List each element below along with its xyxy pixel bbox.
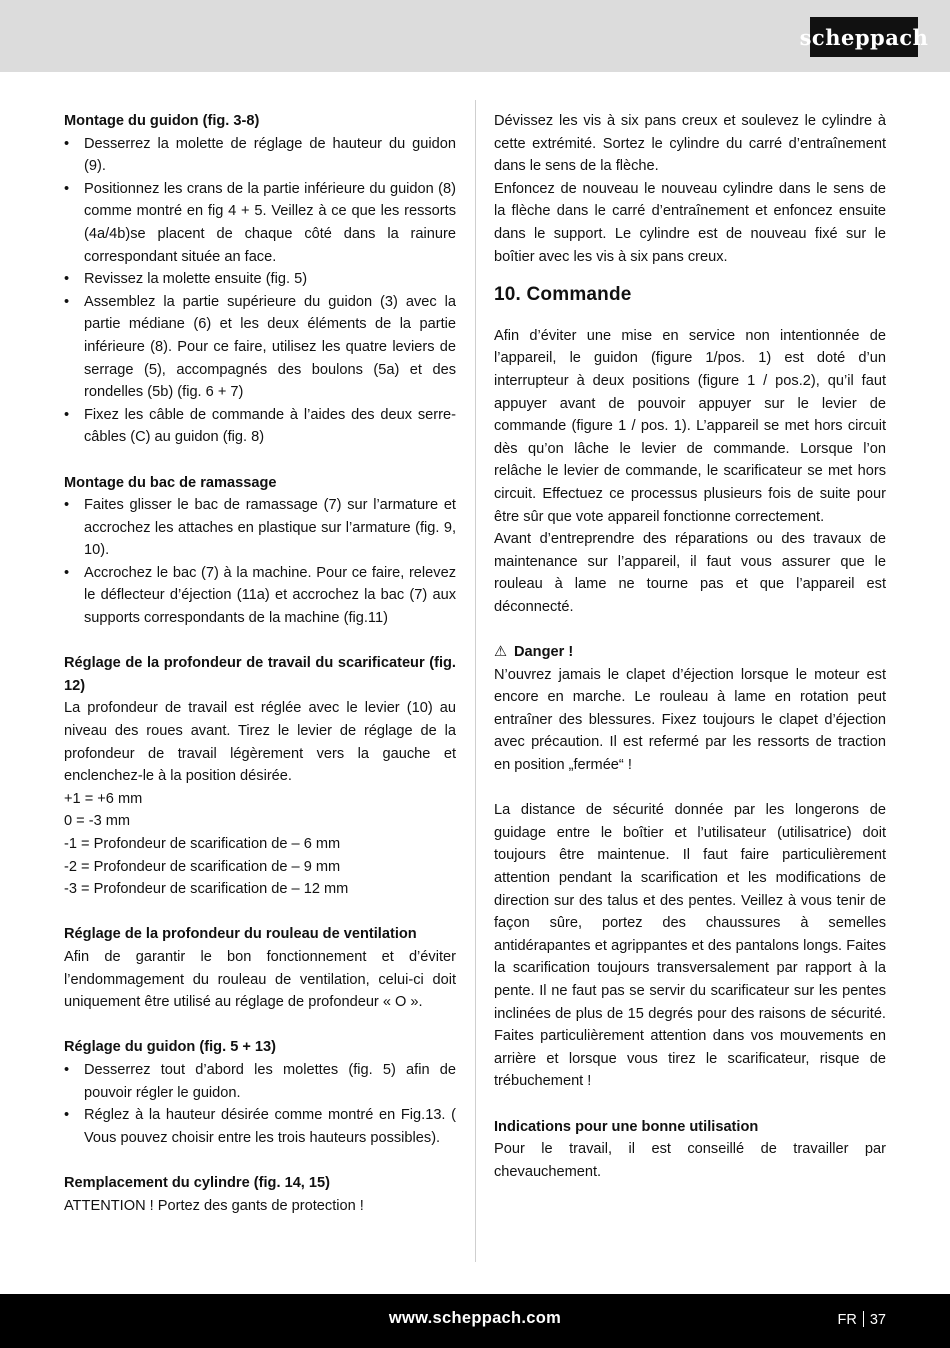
right-column [494, 110, 886, 1183]
depth-line: -2 = Profondeur de scarification de – 9 mm [64, 858, 341, 875]
paragraph: Pour le travail, il est conseillé de travailler par chevauchement. [494, 1141, 886, 1180]
warning-icon: ⚠ [494, 644, 508, 661]
paragraph: ATTENTION ! Portez des gants de protection ! [64, 1197, 364, 1214]
separator [863, 1311, 864, 1327]
bullet-icon: • [64, 293, 70, 310]
section-heading: Indications pour une bonne utilisation [494, 1118, 759, 1135]
list-item: • Desserrez la molette de réglage de hauteur du guidon (9). [64, 133, 456, 178]
page-number: 37 [869, 1312, 886, 1328]
list-item: • Revissez la molette ensuite (fig. 5) [64, 268, 456, 291]
bullet-icon: • [64, 497, 70, 514]
bullet-icon: • [64, 1107, 70, 1124]
paragraph: Enfoncez de nouveau le nouveau cylindre dans le sens de la flèche dans le carré d’entraînement et enfoncez ensuite dans le support. Le cylindre est de nouveau fixé sur le boîtier avec les vis à six pans creux. [494, 180, 886, 265]
depth-line: -3 = Profondeur de scarification de – 12 mm [64, 881, 349, 898]
paragraph: Afin de garantir le bon fonctionnement et d’éviter l’endommagement du rouleau de ventilation, celui-ci doit uniquement être utilisé au réglage de profondeur « O ». [64, 948, 456, 1011]
list-item: • Desserrez tout d’abord les molettes (fig. 5) afin de pouvoir régler le guidon. [64, 1059, 456, 1104]
section-title: 10. Commande [494, 284, 632, 306]
bullet-list [64, 1059, 456, 1149]
column-divider [475, 100, 476, 1262]
section-heading: Réglage de la profondeur de travail du scarificateur (fig. 12) [64, 655, 456, 694]
footer-bar [0, 1294, 950, 1348]
bullet-icon: • [64, 1061, 70, 1078]
paragraph: La profondeur de travail est réglée avec le levier (10) au niveau des roues avant. Tirez le levier de réglage de la profondeur de travail légèrement vers la gauche et enclenchez-le à la position désirée. [64, 700, 456, 785]
list-item: • Assemblez la partie supérieure du guidon (3) avec la partie médiane (6) et les deux éléments de la partie inférieure (8). Pour ce faire, utilisez les quatre leviers de serrage (5), accompagnés des boulons (5a) et des rondelles (5b) (fig. 6 + 7) [64, 291, 456, 404]
list-item: • Fixez les câble de commande à l’aides des deux serre-câbles (C) au guidon (fig. 8) [64, 404, 456, 449]
list-item: • Positionnez les crans de la partie inférieure du guidon (8) comme montré en fig 4 + 5. Veillez à ce que les ressorts (4a/4b)se placent de chaque côté dans la rainure correspondant située an face. [64, 178, 456, 268]
section-heading: Réglage de la profondeur du rouleau de ventilation [64, 926, 417, 943]
section-heading: Réglage du guidon (fig. 5 + 13) [64, 1039, 277, 1056]
paragraph: Afin d’éviter une mise en service non intentionnée de l’appareil, le guidon (figure 1/pos. 1) est doté d’un interrupteur à deux positions (figure 1 / pos.2), qu’il faut appuyer avant de pouvoir appuyer sur le levier de commande (figure 1 / pos. 1). L’appareil se met hors circuit dès qu’on lâche le levier de commande. Lorsque l’on relâche le levier de commande, le scarificateur se met hors circuit. Effectuez ce processus plusieurs fois de suite pour être sûr que vote appareil fonctionne correctement. [494, 327, 886, 525]
website-link[interactable]: www.scheppach.com [388, 1309, 562, 1327]
bullet-icon: • [64, 180, 70, 197]
section-heading: Montage du guidon (fig. 3-8) [64, 113, 260, 129]
bullet-icon: • [64, 135, 70, 152]
paragraph: N’ouvrez jamais le clapet d’éjection lorsque le moteur est encore en marche. Le rouleau à lame en rotation peut entraîner des blessures. Fixez toujours le clapet d’éjection avec précaution. Il est refermé par les ressorts de traction en position „fermée“ ! [494, 666, 886, 774]
header-bar [0, 0, 950, 72]
list-item: • Accrochez le bac (7) à la machine. Pour ce faire, relevez le déflecteur d’éjection (11a) et accrochez la bac (7) aux supports correspondants de la machine (fig.11) [64, 562, 456, 630]
bullet-icon: • [64, 564, 70, 581]
bullet-icon: • [64, 406, 70, 423]
section-heading: Remplacement du cylindre (fig. 14, 15) [64, 1174, 331, 1191]
paragraph: La distance de sécurité donnée par les longerons de guidage entre le boîtier et l’utilisateur (utilisatrice) doit toujours être maintenue. Il faut faire particulièrement attention pendant la scarification et les modifications de direction sur des talus et des pentes. Veillez à vous tenir de façon sûre, portez des chaussures à semelles antidérapantes et agrippantes et des pantalons longs. Faites la scarification toujours transversalement par rapport à la pente. Il ne faut pas se servir du scarificateur sur les pentes inclinées de plus de 15 degrés pour des raisons de sécurité. Faites particulièrement attention dans vos mouvements en arrière et lorsque vous tirez le scarificateur, risque de trébuchement ! [494, 802, 886, 1090]
brand-logo: scheppach [810, 17, 918, 57]
paragraph: Dévissez les vis à six pans creux et soulevez le cylindre à cette extrémité. Sortez le cylindre du carré d’entraînement dans le sens de la flèche. [494, 113, 886, 175]
depth-line: +1 = +6 mm [64, 790, 143, 807]
list-item: • Faites glisser le bac de ramassage (7) sur l’armature et accrochez les attaches en plastique sur l’armature (fig. 9, 10). [64, 494, 456, 562]
language-code: FR [837, 1312, 857, 1328]
left-column [64, 110, 456, 1217]
bullet-icon: • [64, 271, 70, 288]
paragraph: Avant d’entreprendre des réparations ou des travaux de maintenance sur l’appareil, il faut vous assurer que le rouleau à lame ne tourne pas et que l’appareil est déconnecté. [494, 531, 886, 615]
section-heading: Montage du bac de ramassage [64, 474, 277, 491]
danger-heading: ⚠ Danger ! [494, 641, 886, 664]
list-item: • Réglez à la hauteur désirée comme montré en Fig.13. ( Vous pouvez choisir entre les trois hauteurs possibles). [64, 1104, 456, 1149]
page-indicator [838, 1311, 886, 1328]
depth-line: -1 = Profondeur de scarification de – 6 mm [64, 836, 341, 852]
depth-line: 0 = -3 mm [64, 813, 131, 830]
bullet-list [64, 494, 456, 630]
bullet-list [64, 133, 456, 449]
